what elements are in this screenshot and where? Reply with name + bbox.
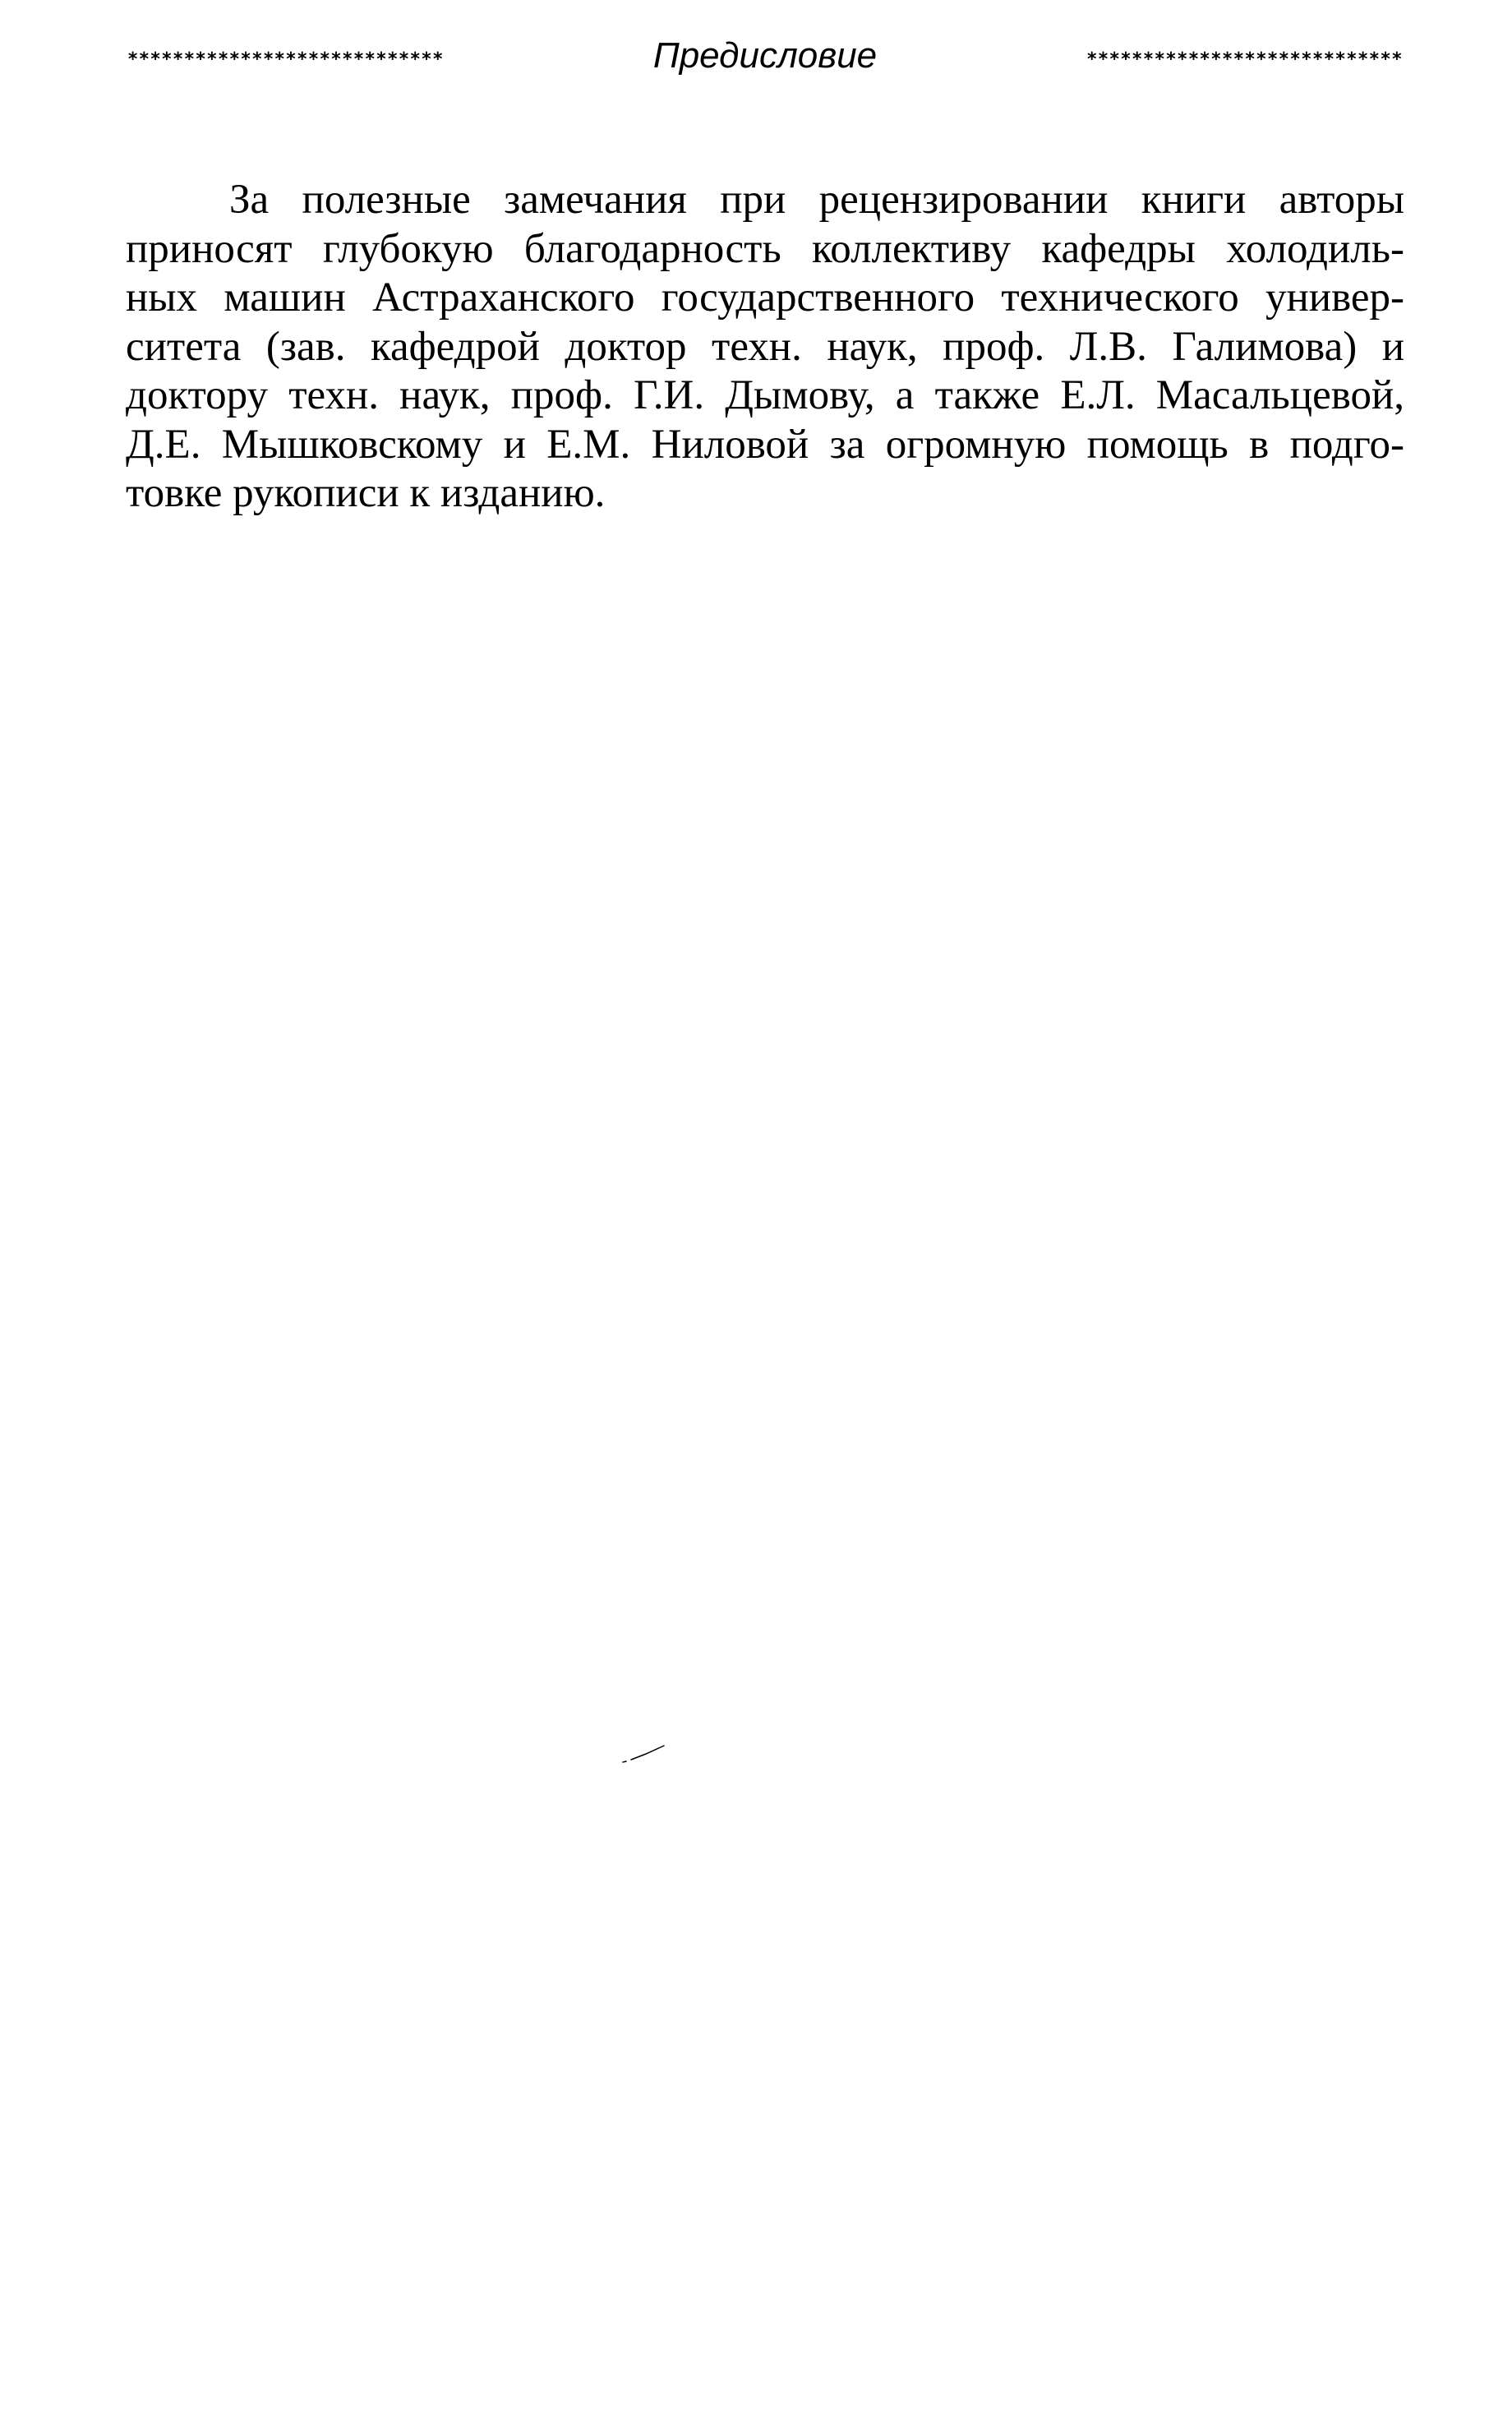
paragraph-line: доктору техн. наук, проф. Г.И. Дымову, а также Е.Л. Масальцевой, bbox=[126, 372, 1404, 418]
paragraph-line: ситета (зав. кафедрой доктор техн. наук, проф. Л.В. Галимова) и bbox=[126, 323, 1404, 370]
header-right-ornament: **************************** bbox=[1086, 49, 1403, 70]
paragraph-line: За полезные замечания при рецензировании книги авторы bbox=[229, 177, 1404, 223]
header-title: Предисловие bbox=[652, 35, 878, 76]
acknowledgement-paragraph bbox=[126, 176, 1404, 519]
running-header bbox=[127, 31, 1403, 81]
paragraph-line: товке рукописи к изданию. bbox=[126, 470, 606, 516]
paragraph-line: приносят глубокую благодарность коллективу кафедры холодиль- bbox=[126, 225, 1404, 272]
paragraph-line: Д.Е. Мышковскому и Е.М. Ниловой за огромную помощь в подго- bbox=[126, 421, 1404, 468]
scan-speck-mark bbox=[621, 1741, 671, 1765]
header-left-ornament: **************************** bbox=[127, 49, 444, 70]
paragraph-line: ных машин Астраханского государственного технического универ- bbox=[126, 275, 1404, 321]
